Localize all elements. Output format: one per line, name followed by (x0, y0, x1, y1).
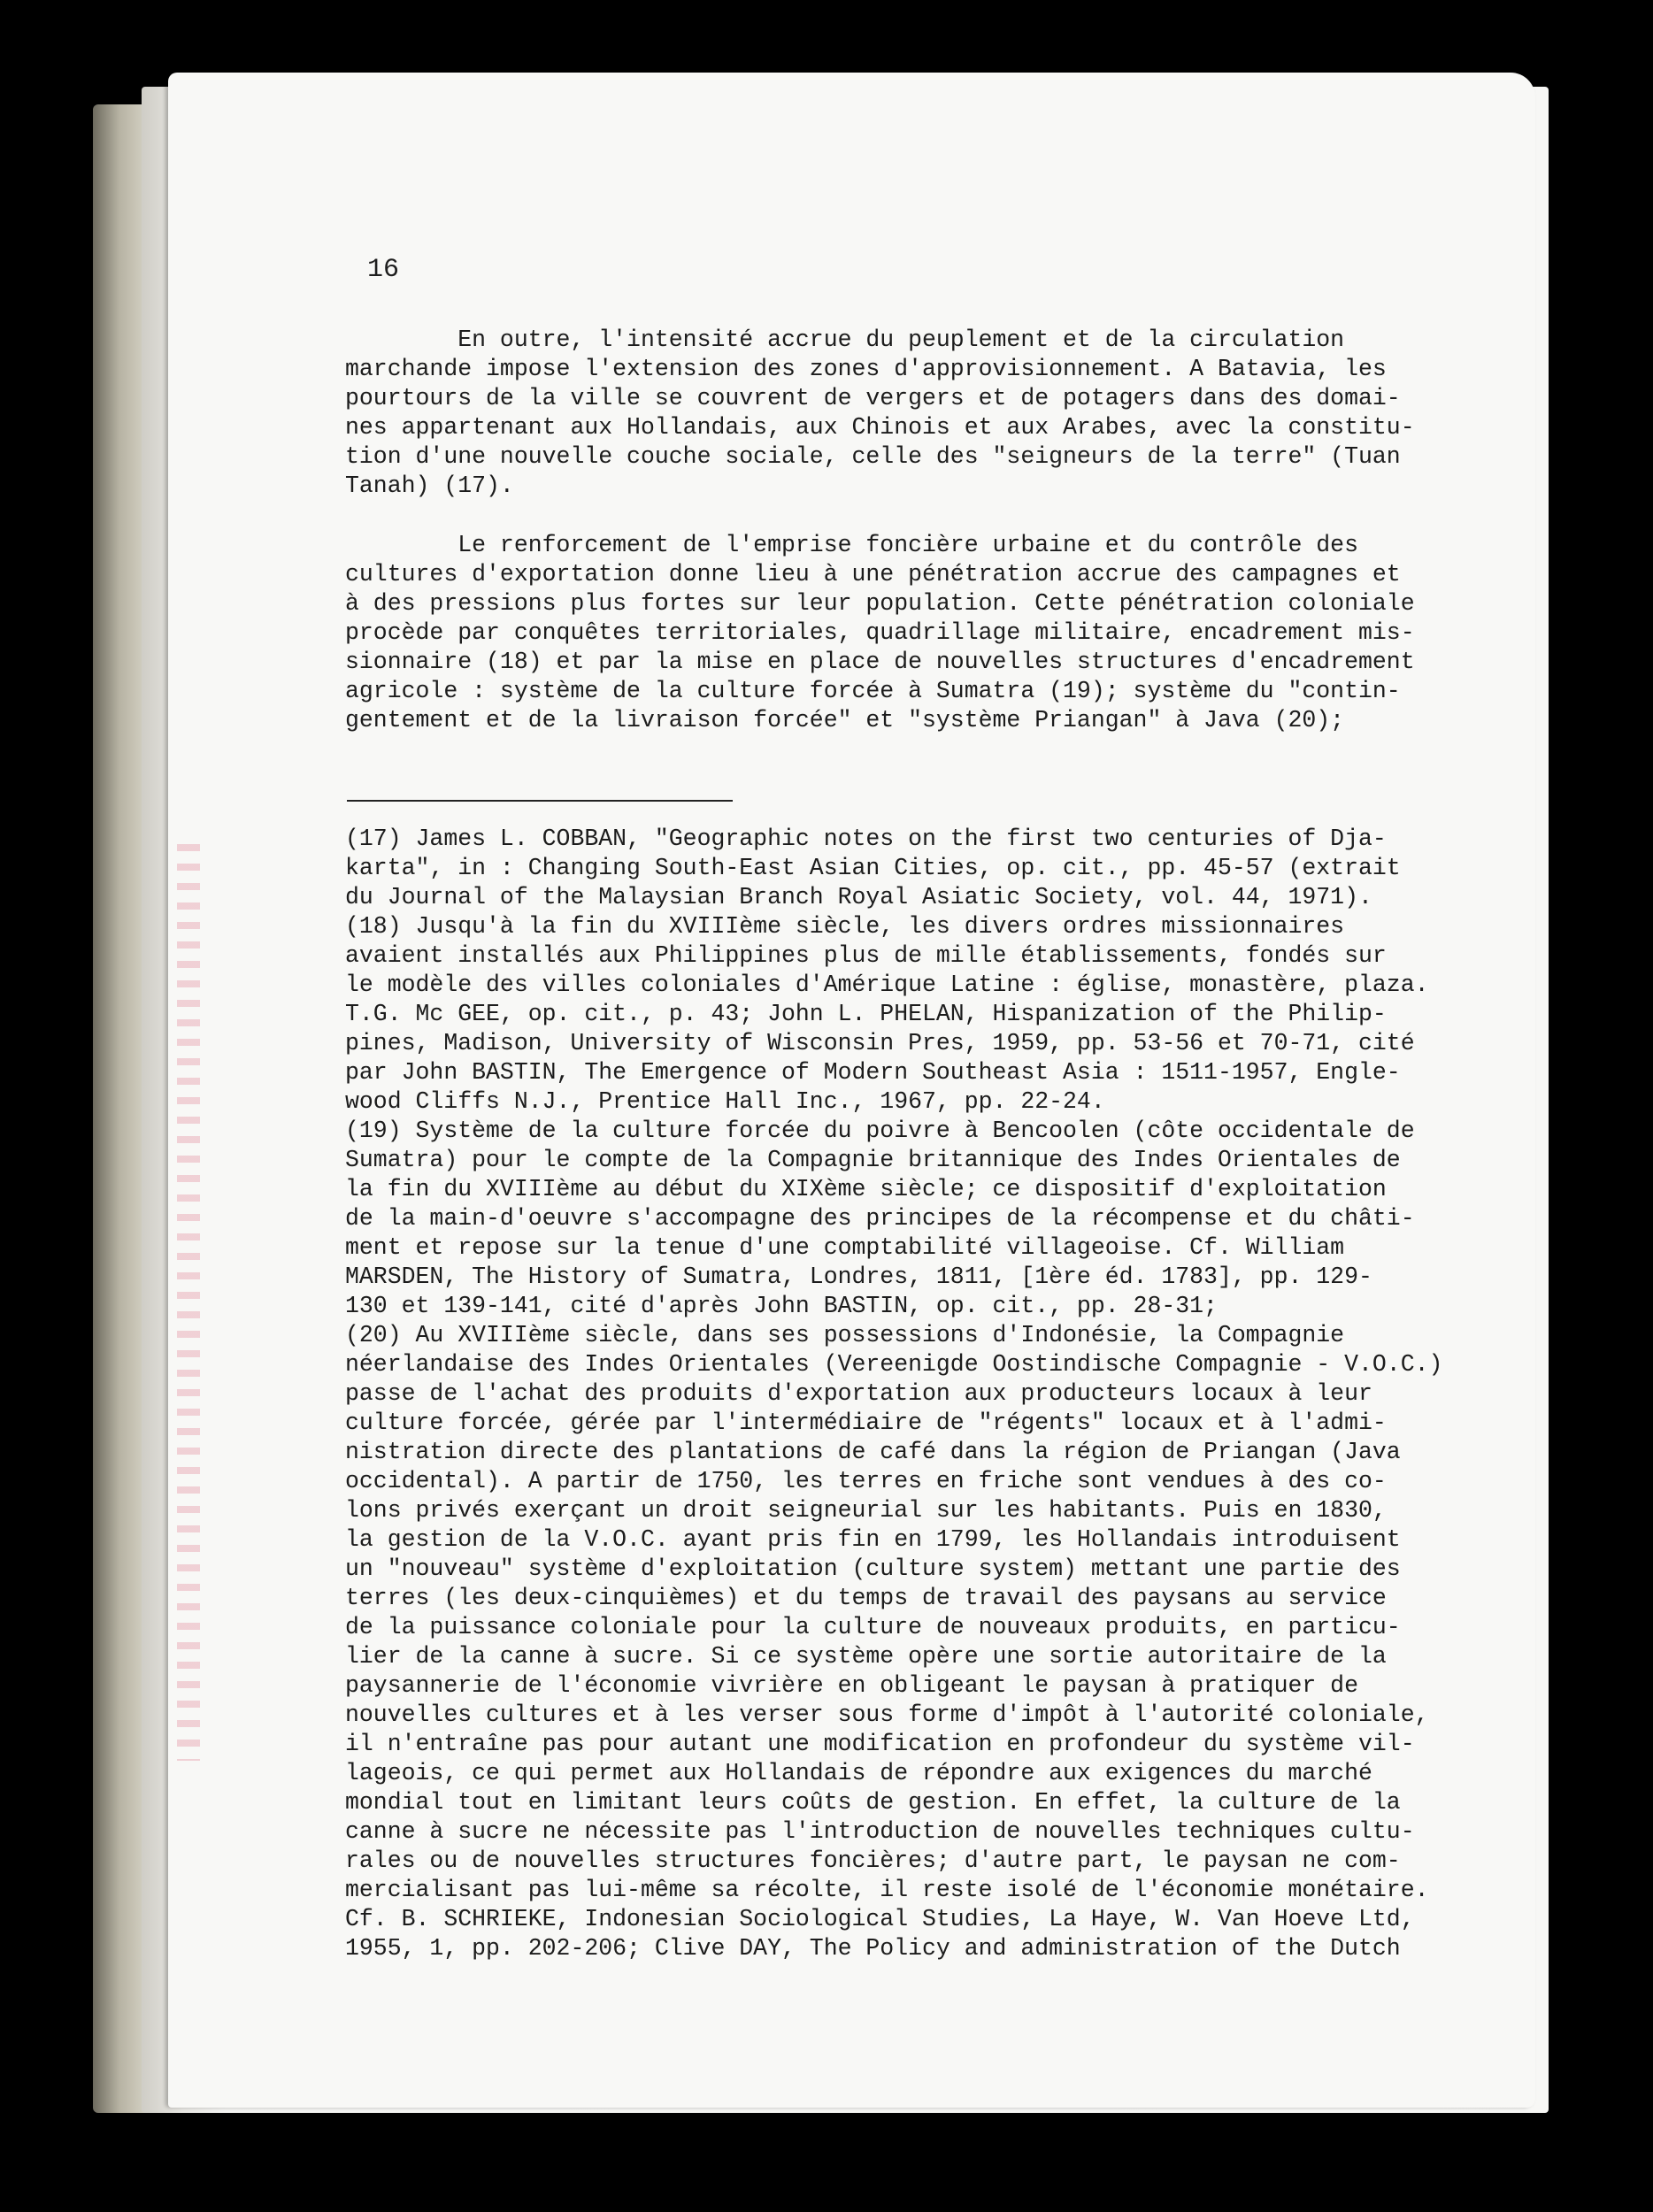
footnote-line: Cf. B. SCHRIEKE, Indonesian Sociological Studies, La Haye, W. Van Hoeve Ltd, (345, 1906, 1415, 1932)
footnote-line: néerlandaise des Indes Orientales (Vereenigde Oostindische Compagnie - V.O.C.) (345, 1351, 1443, 1378)
footnote-line: (18) Jusqu'à la fin du XVIIIème siècle, les divers ordres missionnaires (345, 913, 1345, 940)
footnote-line: nouvelles cultures et à les verser sous forme d'impôt à l'autorité coloniale, (345, 1701, 1429, 1728)
footnote-line: lier de la canne à sucre. Si ce système opère une sortie autoritaire de la (345, 1643, 1387, 1670)
footnote-line: ment et repose sur la tenue d'une comptabilité villageoise. Cf. William (345, 1234, 1345, 1261)
footnote-line: de la main-d'oeuvre s'accompagne des principes de la récompense et du châti- (345, 1205, 1415, 1232)
body-line: tion d'une nouvelle couche sociale, celle des "seigneurs de la terre" (Tuan (345, 443, 1401, 470)
footnote-line: (19) Système de la culture forcée du poivre à Bencoolen (côte occidentale de (345, 1118, 1415, 1144)
footnote-line: lageois, ce qui permet aux Hollandais de répondre aux exigences du marché (345, 1760, 1372, 1786)
body-line: cultures d'exportation donne lieu à une pénétration accrue des campagnes et (345, 561, 1401, 588)
footnote-line: 1955, 1, pp. 202-206; Clive DAY, The Policy and administration of the Dutch (345, 1935, 1401, 1962)
footnote-line: la gestion de la V.O.C. ayant pris fin en 1799, les Hollandais introduisent (345, 1526, 1401, 1553)
body-line: Le renforcement de l'emprise foncière urbaine et du contrôle des (345, 532, 1358, 558)
body-line: procède par conquêtes territoriales, quadrillage militaire, encadrement mis- (345, 619, 1415, 646)
footnote-line: occidental). A partir de 1750, les terres en friche sont vendues à des co- (345, 1468, 1387, 1494)
body-line: gentement et de la livraison forcée" et "système Priangan" à Java (20); (345, 707, 1345, 733)
body-line: agricole : système de la culture forcée à Sumatra (19); système du "contin- (345, 678, 1401, 704)
footnote-line: canne à sucre ne nécessite pas l'introduction de nouvelles techniques cultu- (345, 1818, 1415, 1845)
footnote-line: terres (les deux-cinquièmes) et du temps de travail des paysans au service (345, 1585, 1387, 1611)
footnote-line: culture forcée, gérée par l'intermédiaire de "régents" locaux et à l'admi- (345, 1409, 1387, 1436)
body-line: Tanah) (17). (345, 472, 514, 499)
library-stamp (177, 832, 200, 1761)
body-line: marchande impose l'extension des zones d'approvisionnement. A Batavia, les (345, 356, 1387, 382)
body-line: à des pressions plus fortes sur leur population. Cette pénétration coloniale (345, 590, 1415, 617)
body-line: En outre, l'intensité accrue du peuplement et de la circulation (345, 326, 1345, 353)
body-line: pourtours de la ville se couvrent de vergers et de potagers dans des domai- (345, 385, 1401, 411)
footnote-separator (347, 800, 733, 802)
footnote-line: de la puissance coloniale pour la culture de nouveaux produits, en particu- (345, 1614, 1401, 1640)
footnote-line: un "nouveau" système d'exploitation (culture system) mettant une partie des (345, 1555, 1401, 1582)
footnote-line: (20) Au XVIIIème siècle, dans ses possessions d'Indonésie, la Compagnie (345, 1322, 1345, 1348)
footnote-line: Sumatra) pour le compte de la Compagnie britannique des Indes Orientales de (345, 1147, 1401, 1173)
body-line: sionnaire (18) et par la mise en place de nouvelles structures d'encadrement (345, 649, 1415, 675)
footnote-line: 130 et 139-141, cité d'après John BASTIN, op. cit., pp. 28-31; (345, 1293, 1218, 1319)
footnote-line: mondial tout en limitant leurs coûts de gestion. En effet, la culture de la (345, 1789, 1401, 1816)
footnote-line: la fin du XVIIIème au début du XIXème siècle; ce dispositif d'exploitation (345, 1176, 1387, 1202)
footnote-line: du Journal of the Malaysian Branch Royal Asiatic Society, vol. 44, 1971). (345, 884, 1372, 910)
body-paragraph-1 (345, 326, 1478, 501)
footnote-line: wood Cliffs N.J., Prentice Hall Inc., 1967, pp. 22-24. (345, 1088, 1105, 1115)
footnote-line: il n'entraîne pas pour autant une modification en profondeur du système vil- (345, 1731, 1415, 1757)
footnote-line: avaient installés aux Philippines plus de mille établissements, fondés sur (345, 942, 1387, 969)
body-line: nes appartenant aux Hollandais, aux Chinois et aux Arabes, avec la constitu- (345, 414, 1415, 441)
page-number: 16 (367, 255, 400, 285)
footnote-line: (17) James L. COBBAN, "Geographic notes on the first two centuries of Dja- (345, 826, 1387, 852)
footnote-line: le modèle des villes coloniales d'Amérique Latine : église, monastère, plaza. (345, 972, 1429, 998)
footnote-line: paysannerie de l'économie vivrière en obligeant le paysan à pratiquer de (345, 1672, 1358, 1699)
footnote-line: mercialisant pas lui-même sa récolte, il reste isolé de l'économie monétaire. (345, 1877, 1429, 1903)
body-paragraph-2 (345, 531, 1478, 735)
footnote-line: passe de l'achat des produits d'exportation aux producteurs locaux à leur (345, 1380, 1372, 1407)
footnotes (345, 825, 1478, 1963)
footnote-line: MARSDEN, The History of Sumatra, Londres, 1811, [1ère éd. 1783], pp. 129- (345, 1263, 1372, 1290)
footnote-line: karta", in : Changing South-East Asian Cities, op. cit., pp. 45-57 (extrait (345, 855, 1401, 881)
footnote-line: T.G. Mc GEE, op. cit., p. 43; John L. PHELAN, Hispanization of the Philip- (345, 1001, 1387, 1027)
footnote-line: par John BASTIN, The Emergence of Modern Southeast Asia : 1511-1957, Engle- (345, 1059, 1401, 1086)
footnote-line: lons privés exerçant un droit seigneurial sur les habitants. Puis en 1830, (345, 1497, 1387, 1524)
footnote-line: rales ou de nouvelles structures foncières; d'autre part, le paysan ne com- (345, 1847, 1401, 1874)
footnote-line: pines, Madison, University of Wisconsin Pres, 1959, pp. 53-56 et 70-71, cité (345, 1030, 1415, 1056)
footnote-line: nistration directe des plantations de café dans la région de Priangan (Java (345, 1439, 1401, 1465)
